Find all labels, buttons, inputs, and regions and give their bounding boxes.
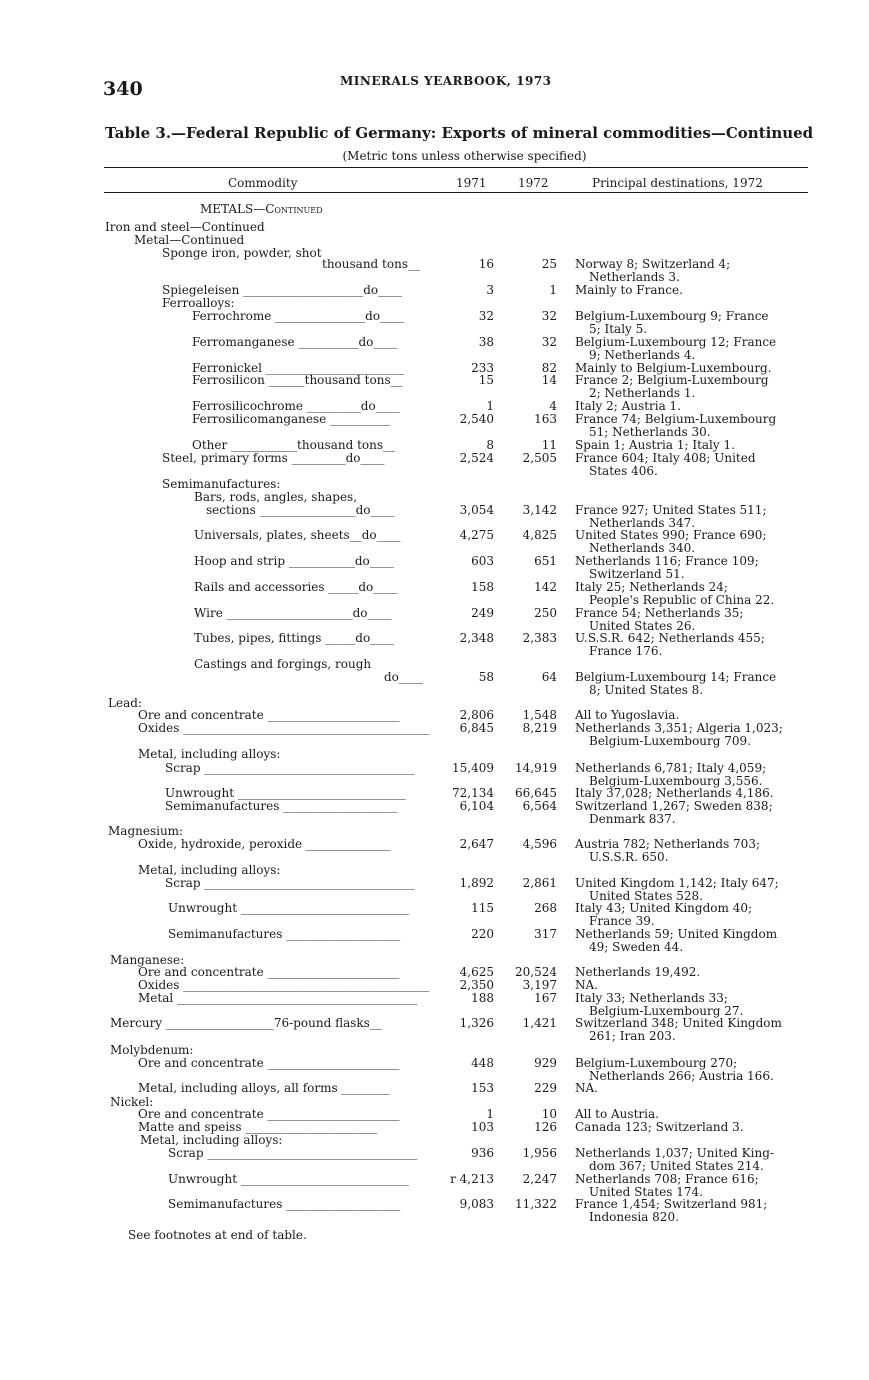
principal-destinations [575, 928, 820, 954]
value-1971: 2,806 [459, 708, 494, 722]
value-1972: 268 [534, 901, 557, 915]
table-row [0, 979, 869, 993]
value-1971: 2,647 [459, 837, 494, 851]
principal-destinations [575, 581, 820, 607]
value-1972: 3,142 [522, 503, 557, 517]
value-1972: 82 [541, 361, 557, 375]
table-row [0, 927, 869, 954]
destination-line: Canada 123; Switzerland 3. [575, 1120, 744, 1134]
destination-line: Indonesia 820. [589, 1209, 679, 1224]
value-1972: 2,505 [522, 451, 557, 465]
destination-line: 261; Iran 203. [589, 1028, 676, 1043]
value-1971: 2,540 [459, 412, 494, 426]
destination-line: Belgium-Luxembourg 12; France [575, 335, 777, 349]
commodity-label: Spiegeleisen ____________________do____ [162, 283, 403, 297]
value-1971: 153 [471, 1081, 494, 1095]
principal-destinations [575, 400, 820, 413]
principal-destinations [575, 607, 820, 633]
destination-line: Netherlands 708; France 616; [575, 1172, 759, 1186]
value-1972: 8,219 [522, 721, 557, 735]
destination-line: Italy 43; United Kingdom 40; [575, 901, 752, 915]
commodity-label: Ferrosilicon ______thousand tons__ [192, 373, 403, 387]
commodity-label: Unwrought ____________________________ [168, 1172, 409, 1186]
table-row [0, 901, 869, 928]
table-row [0, 606, 869, 633]
destination-line: Norway 8; Switzerland 4; [575, 257, 731, 271]
commodity-label: Tubes, pipes, fittings _____do____ [194, 631, 395, 645]
value-1972: 14,919 [515, 761, 557, 775]
principal-destinations [575, 1057, 820, 1083]
commodity-label: Metal ________________________________________ [138, 991, 418, 1005]
commodity-label: Ferroalloys: [162, 296, 235, 310]
principal-destinations [575, 979, 820, 992]
commodity-label: Scrap ___________________________________ [165, 761, 415, 775]
principal-destinations [575, 1198, 820, 1224]
value-1971: 16 [478, 257, 494, 271]
principal-destinations [575, 1017, 820, 1043]
destination-line: Denmark 837. [589, 811, 676, 826]
value-1972: 4 [549, 399, 557, 413]
commodity-label: Hoop and strip ___________do____ [194, 554, 394, 568]
destination-line: Belgium-Luxembourg 9; France [575, 309, 769, 323]
value-1971: 1,892 [459, 876, 494, 890]
destination-line: Netherlands 1,037; United King- [575, 1146, 774, 1160]
value-1972: 64 [541, 670, 557, 684]
value-1972: 32 [541, 309, 557, 323]
table-row [0, 335, 869, 362]
destination-line: U.S.S.R. 642; Netherlands 455; [575, 631, 765, 645]
commodity-label: Scrap ___________________________________ [165, 876, 415, 890]
destination-line: France 1,454; Switzerland 981; [575, 1197, 768, 1211]
destination-line: United States 26. [589, 618, 696, 633]
destination-line: Switzerland 51. [589, 566, 685, 581]
value-1972: 20,524 [515, 965, 557, 979]
value-1972: 2,861 [522, 876, 557, 890]
value-1971: 15,409 [452, 761, 494, 775]
principal-destinations [575, 310, 820, 336]
destination-line: States 406. [589, 463, 658, 478]
commodity-label: Ferromanganese __________do____ [192, 335, 398, 349]
commodity-label: Ore and concentrate ______________________ [138, 1056, 400, 1070]
value-1972: 10 [541, 1107, 557, 1121]
commodity-label: Ferrochrome _______________do____ [192, 309, 405, 323]
destination-line: Switzerland 348; United Kingdom [575, 1016, 782, 1030]
value-1972: 167 [534, 991, 557, 1005]
column-header-1972: 1972 [518, 176, 549, 190]
commodity-label: do____ [384, 670, 423, 684]
table-row [0, 837, 869, 864]
column-header-destinations: Principal destinations, 1972 [592, 176, 763, 190]
destination-line: Belgium-Luxembourg 14; France [575, 670, 777, 684]
commodity-label: Iron and steel—Continued [105, 220, 265, 234]
value-1972: 142 [534, 580, 557, 594]
destination-line: NA. [575, 1081, 598, 1095]
table-subtitle: (Metric tons unless otherwise specified) [342, 149, 587, 163]
destination-line: People's Republic of China 22. [589, 592, 775, 607]
value-1972: 229 [534, 1081, 557, 1095]
commodity-label: Nickel: [110, 1095, 154, 1109]
principal-destinations [575, 1173, 820, 1199]
commodity-label: sections ________________do____ [206, 503, 395, 517]
value-1971: 448 [471, 1056, 494, 1070]
commodity-label: Sponge iron, powder, shot [162, 246, 322, 260]
destination-line: France 74; Belgium-Luxembourg [575, 412, 777, 426]
commodity-label: Ferrosilicochrome _________do____ [192, 399, 400, 413]
table-row [0, 309, 869, 336]
principal-destinations [575, 1121, 820, 1134]
commodity-label: Scrap ___________________________________ [168, 1146, 418, 1160]
destination-line: France 604; Italy 408; United [575, 451, 756, 465]
commodity-label: Semimanufactures ___________________ [165, 799, 398, 813]
principal-destinations [575, 902, 820, 928]
destination-line: 8; United States 8. [589, 682, 704, 697]
principal-destinations [575, 992, 820, 1018]
destination-line: Netherlands 6,781; Italy 4,059; [575, 761, 767, 775]
value-1971: 249 [471, 606, 494, 620]
value-1972: 1 [549, 283, 557, 297]
running-head: MINERALS YEARBOOK, 1973 [340, 74, 552, 88]
table-row [0, 412, 869, 439]
value-1972: 317 [534, 927, 557, 941]
principal-destinations [575, 439, 820, 452]
commodity-label: Mercury __________________76-pound flasks__ [110, 1016, 382, 1030]
commodity-label: Ferrosilicomanganese __________ [192, 412, 391, 426]
column-header-1971: 1971 [456, 176, 487, 190]
destination-line: France 39. [589, 913, 655, 928]
value-1971: 8 [486, 438, 494, 452]
destination-line: France 176. [589, 643, 663, 658]
destination-line: United States 528. [589, 888, 703, 903]
commodity-label: Ore and concentrate ______________________ [138, 708, 400, 722]
destination-line: Spain 1; Austria 1; Italy 1. [575, 438, 735, 452]
table-title: Table 3.—Federal Republic of Germany: Exports of mineral commodities—Continued [105, 124, 814, 142]
commodity-label: Rails and accessories _____do____ [194, 580, 398, 594]
destination-line: Netherlands 3,351; Algeria 1,023; [575, 721, 783, 735]
destination-line: Italy 33; Netherlands 33; [575, 991, 728, 1005]
value-1972: 929 [534, 1056, 557, 1070]
destination-line: 5; Italy 5. [589, 321, 648, 336]
commodity-label: Castings and forgings, rough [194, 657, 372, 671]
destination-line: 2; Netherlands 1. [589, 385, 696, 400]
destination-line: All to Austria. [575, 1107, 659, 1121]
destination-line: Mainly to France. [575, 283, 683, 297]
value-1971: 3,054 [459, 503, 494, 517]
principal-destinations [575, 787, 820, 800]
commodity-label: Bars, rods, angles, shapes, [194, 490, 358, 504]
principal-destinations [575, 258, 820, 284]
table-row [0, 203, 869, 217]
value-1972: 126 [534, 1120, 557, 1134]
value-1972: 25 [541, 257, 557, 271]
principal-destinations [575, 709, 820, 722]
commodity-label: Ferronickel _______________________ [192, 361, 404, 375]
table-row [0, 1082, 869, 1096]
destination-line: Netherlands 116; France 109; [575, 554, 759, 568]
value-1971: 38 [478, 335, 494, 349]
destination-line: Italy 2; Austria 1. [575, 399, 682, 413]
commodity-label: Steel, primary forms _________do____ [162, 451, 385, 465]
commodity-label: Semimanufactures: [162, 477, 281, 491]
destination-line: Netherlands 3. [589, 269, 680, 284]
value-1972: 3,197 [522, 978, 557, 992]
value-1971: 1 [486, 1107, 494, 1121]
value-1971: 72,134 [452, 786, 494, 800]
table-row [0, 670, 869, 697]
destination-line: Belgium-Luxembourg 3,556. [589, 773, 763, 788]
commodity-label: Metal—Continued [134, 233, 245, 247]
table-row [0, 1121, 869, 1135]
destination-line: Netherlands 59; United Kingdom [575, 927, 778, 941]
table-row [0, 451, 869, 478]
destination-line: United Kingdom 1,142; Italy 647; [575, 876, 779, 890]
principal-destinations [575, 555, 820, 581]
value-1971: 233 [471, 361, 494, 375]
principal-destinations [575, 762, 820, 788]
commodity-label: Wire _____________________do____ [194, 606, 392, 620]
table-row [0, 1172, 869, 1199]
value-1971: 603 [471, 554, 494, 568]
table-row [0, 631, 869, 658]
value-1971: 32 [478, 309, 494, 323]
principal-destinations [575, 671, 820, 697]
value-1972: 4,825 [522, 528, 557, 542]
table-row [0, 1044, 869, 1058]
table-row [0, 966, 869, 980]
value-1972: 1,548 [522, 708, 557, 722]
value-1971: 158 [471, 580, 494, 594]
value-1972: 250 [534, 606, 557, 620]
value-1971: 115 [471, 901, 494, 915]
destination-line: 51; Netherlands 30. [589, 424, 711, 439]
table-row [0, 528, 869, 555]
value-1971: 936 [471, 1146, 494, 1160]
table-row [0, 257, 869, 284]
commodity-label: Lead: [108, 696, 142, 710]
commodity-label: Unwrought ____________________________ [168, 901, 409, 915]
value-1972: 66,645 [515, 786, 557, 800]
destination-line: Netherlands 266; Austria 166. [589, 1068, 774, 1083]
value-1971: 9,083 [459, 1197, 494, 1211]
value-1972: 2,247 [522, 1172, 557, 1186]
commodity-label: Semimanufactures ___________________ [168, 927, 401, 941]
value-1971: 15 [478, 373, 494, 387]
value-1971: 188 [471, 991, 494, 1005]
value-1971: 2,350 [459, 978, 494, 992]
principal-destinations [575, 452, 820, 478]
destination-line: U.S.S.R. 650. [589, 849, 669, 864]
value-1971: 4,625 [459, 965, 494, 979]
value-1971: 103 [471, 1120, 494, 1134]
value-1972: 1,421 [522, 1016, 557, 1030]
table-row [0, 1146, 869, 1173]
principal-destinations [575, 336, 820, 362]
principal-destinations [575, 413, 820, 439]
destination-line: United States 990; France 690; [575, 528, 767, 542]
destination-line: France 2; Belgium-Luxembourg [575, 373, 769, 387]
commodity-label: Unwrought ____________________________ [165, 786, 406, 800]
value-1971: 4,275 [459, 528, 494, 542]
commodity-label: Oxides _________________________________________ [138, 978, 430, 992]
value-1971: 3 [486, 283, 494, 297]
table-row [0, 1016, 869, 1043]
destination-line: 49; Sweden 44. [589, 939, 684, 954]
table-row [0, 991, 869, 1018]
table-row [0, 721, 869, 748]
destination-line: Mainly to Belgium-Luxembourg. [575, 361, 772, 375]
commodity-label: Matte and speiss ______________________ [138, 1120, 378, 1134]
principal-destinations [575, 1108, 820, 1121]
table-row [0, 1056, 869, 1083]
table-row [0, 478, 869, 492]
destination-line: Switzerland 1,267; Sweden 838; [575, 799, 773, 813]
value-1972: 32 [541, 335, 557, 349]
value-1971: 220 [471, 927, 494, 941]
destination-line: Netherlands 340. [589, 540, 696, 555]
value-1972: 1,956 [522, 1146, 557, 1160]
table-row [0, 554, 869, 581]
value-1972: 4,596 [522, 837, 557, 851]
table-row [0, 503, 869, 530]
value-1971: r 4,213 [450, 1172, 494, 1186]
commodity-label: Molybdenum: [110, 1043, 194, 1057]
principal-destinations [575, 722, 820, 748]
table-row [0, 761, 869, 788]
table-row [0, 284, 869, 298]
value-1971: 1 [486, 399, 494, 413]
destination-line: Austria 782; Netherlands 703; [575, 837, 760, 851]
commodity-label: Metal, including alloys: [138, 863, 281, 877]
value-1972: 11,322 [515, 1197, 557, 1211]
commodity-label: Magnesium: [108, 824, 184, 838]
commodity-label: Metal, including alloys: [138, 747, 281, 761]
value-1971: 58 [478, 670, 494, 684]
destination-line: Netherlands 347. [589, 515, 696, 530]
principal-destinations [575, 800, 820, 826]
table-row [0, 221, 869, 235]
commodity-label: Semimanufactures ___________________ [168, 1197, 401, 1211]
value-1972: 14 [541, 373, 557, 387]
value-1971: 6,104 [459, 799, 494, 813]
principal-destinations [575, 838, 820, 864]
value-1971: 2,348 [459, 631, 494, 645]
value-1972: 163 [534, 412, 557, 426]
table-row [0, 234, 869, 248]
value-1972: 6,564 [522, 799, 557, 813]
destination-line: NA. [575, 978, 598, 992]
table-row [0, 373, 869, 400]
page-number: 340 [103, 78, 143, 100]
destination-line: Belgium-Luxembourg 27. [589, 1003, 744, 1018]
commodity-label: Metal, including alloys, all forms ________ [138, 1081, 390, 1095]
value-1971: 2,524 [459, 451, 494, 465]
value-1972: 11 [541, 438, 557, 452]
value-1972: 651 [534, 554, 557, 568]
principal-destinations [575, 504, 820, 530]
destination-line: United States 174. [589, 1184, 703, 1199]
principal-destinations [575, 966, 820, 979]
table-row [0, 580, 869, 607]
principal-destinations [575, 1147, 820, 1173]
destination-line: Netherlands 19,492. [575, 965, 701, 979]
commodity-label: Oxide, hydroxide, peroxide ______________ [138, 837, 390, 851]
destination-line: dom 367; United States 214. [589, 1158, 764, 1173]
table-row [0, 1197, 869, 1224]
commodity-label: Ore and concentrate ______________________ [138, 1107, 400, 1121]
principal-destinations [575, 374, 820, 400]
commodity-label: Ore and concentrate ______________________ [138, 965, 400, 979]
table-row [0, 876, 869, 903]
commodity-label: Manganese: [110, 953, 185, 967]
destination-line: Belgium-Luxembourg 709. [589, 733, 751, 748]
destination-line: France 927; United States 511; [575, 503, 767, 517]
principal-destinations [575, 1082, 820, 1095]
destination-line: Belgium-Luxembourg 270; [575, 1056, 738, 1070]
destination-line: Italy 25; Netherlands 24; [575, 580, 728, 594]
value-1971: 6,845 [459, 721, 494, 735]
destination-line: Italy 37,028; Netherlands 4,186. [575, 786, 774, 800]
footnote: See footnotes at end of table. [128, 1228, 307, 1242]
table-row [0, 748, 869, 762]
column-header-commodity: Commodity [228, 176, 298, 190]
destination-line: 9; Netherlands 4. [589, 347, 696, 362]
principal-destinations [575, 284, 820, 297]
commodity-label: thousand tons__ [322, 257, 420, 271]
commodity-label: Oxides _________________________________________ [138, 721, 430, 735]
value-1971: 1,326 [459, 1016, 494, 1030]
value-1972: 2,383 [522, 631, 557, 645]
commodity-label: Universals, plates, sheets__do____ [194, 528, 401, 542]
principal-destinations [575, 632, 820, 658]
destination-line: All to Yugoslavia. [575, 708, 680, 722]
commodity-label: Metal, including alloys: [140, 1133, 283, 1147]
principal-destinations [575, 529, 820, 555]
principal-destinations [575, 877, 820, 903]
destination-line: France 54; Netherlands 35; [575, 606, 744, 620]
commodity-label: METALS—Continued [200, 202, 323, 216]
table-row [0, 799, 869, 826]
commodity-label: Other ___________thousand tons__ [192, 438, 396, 452]
